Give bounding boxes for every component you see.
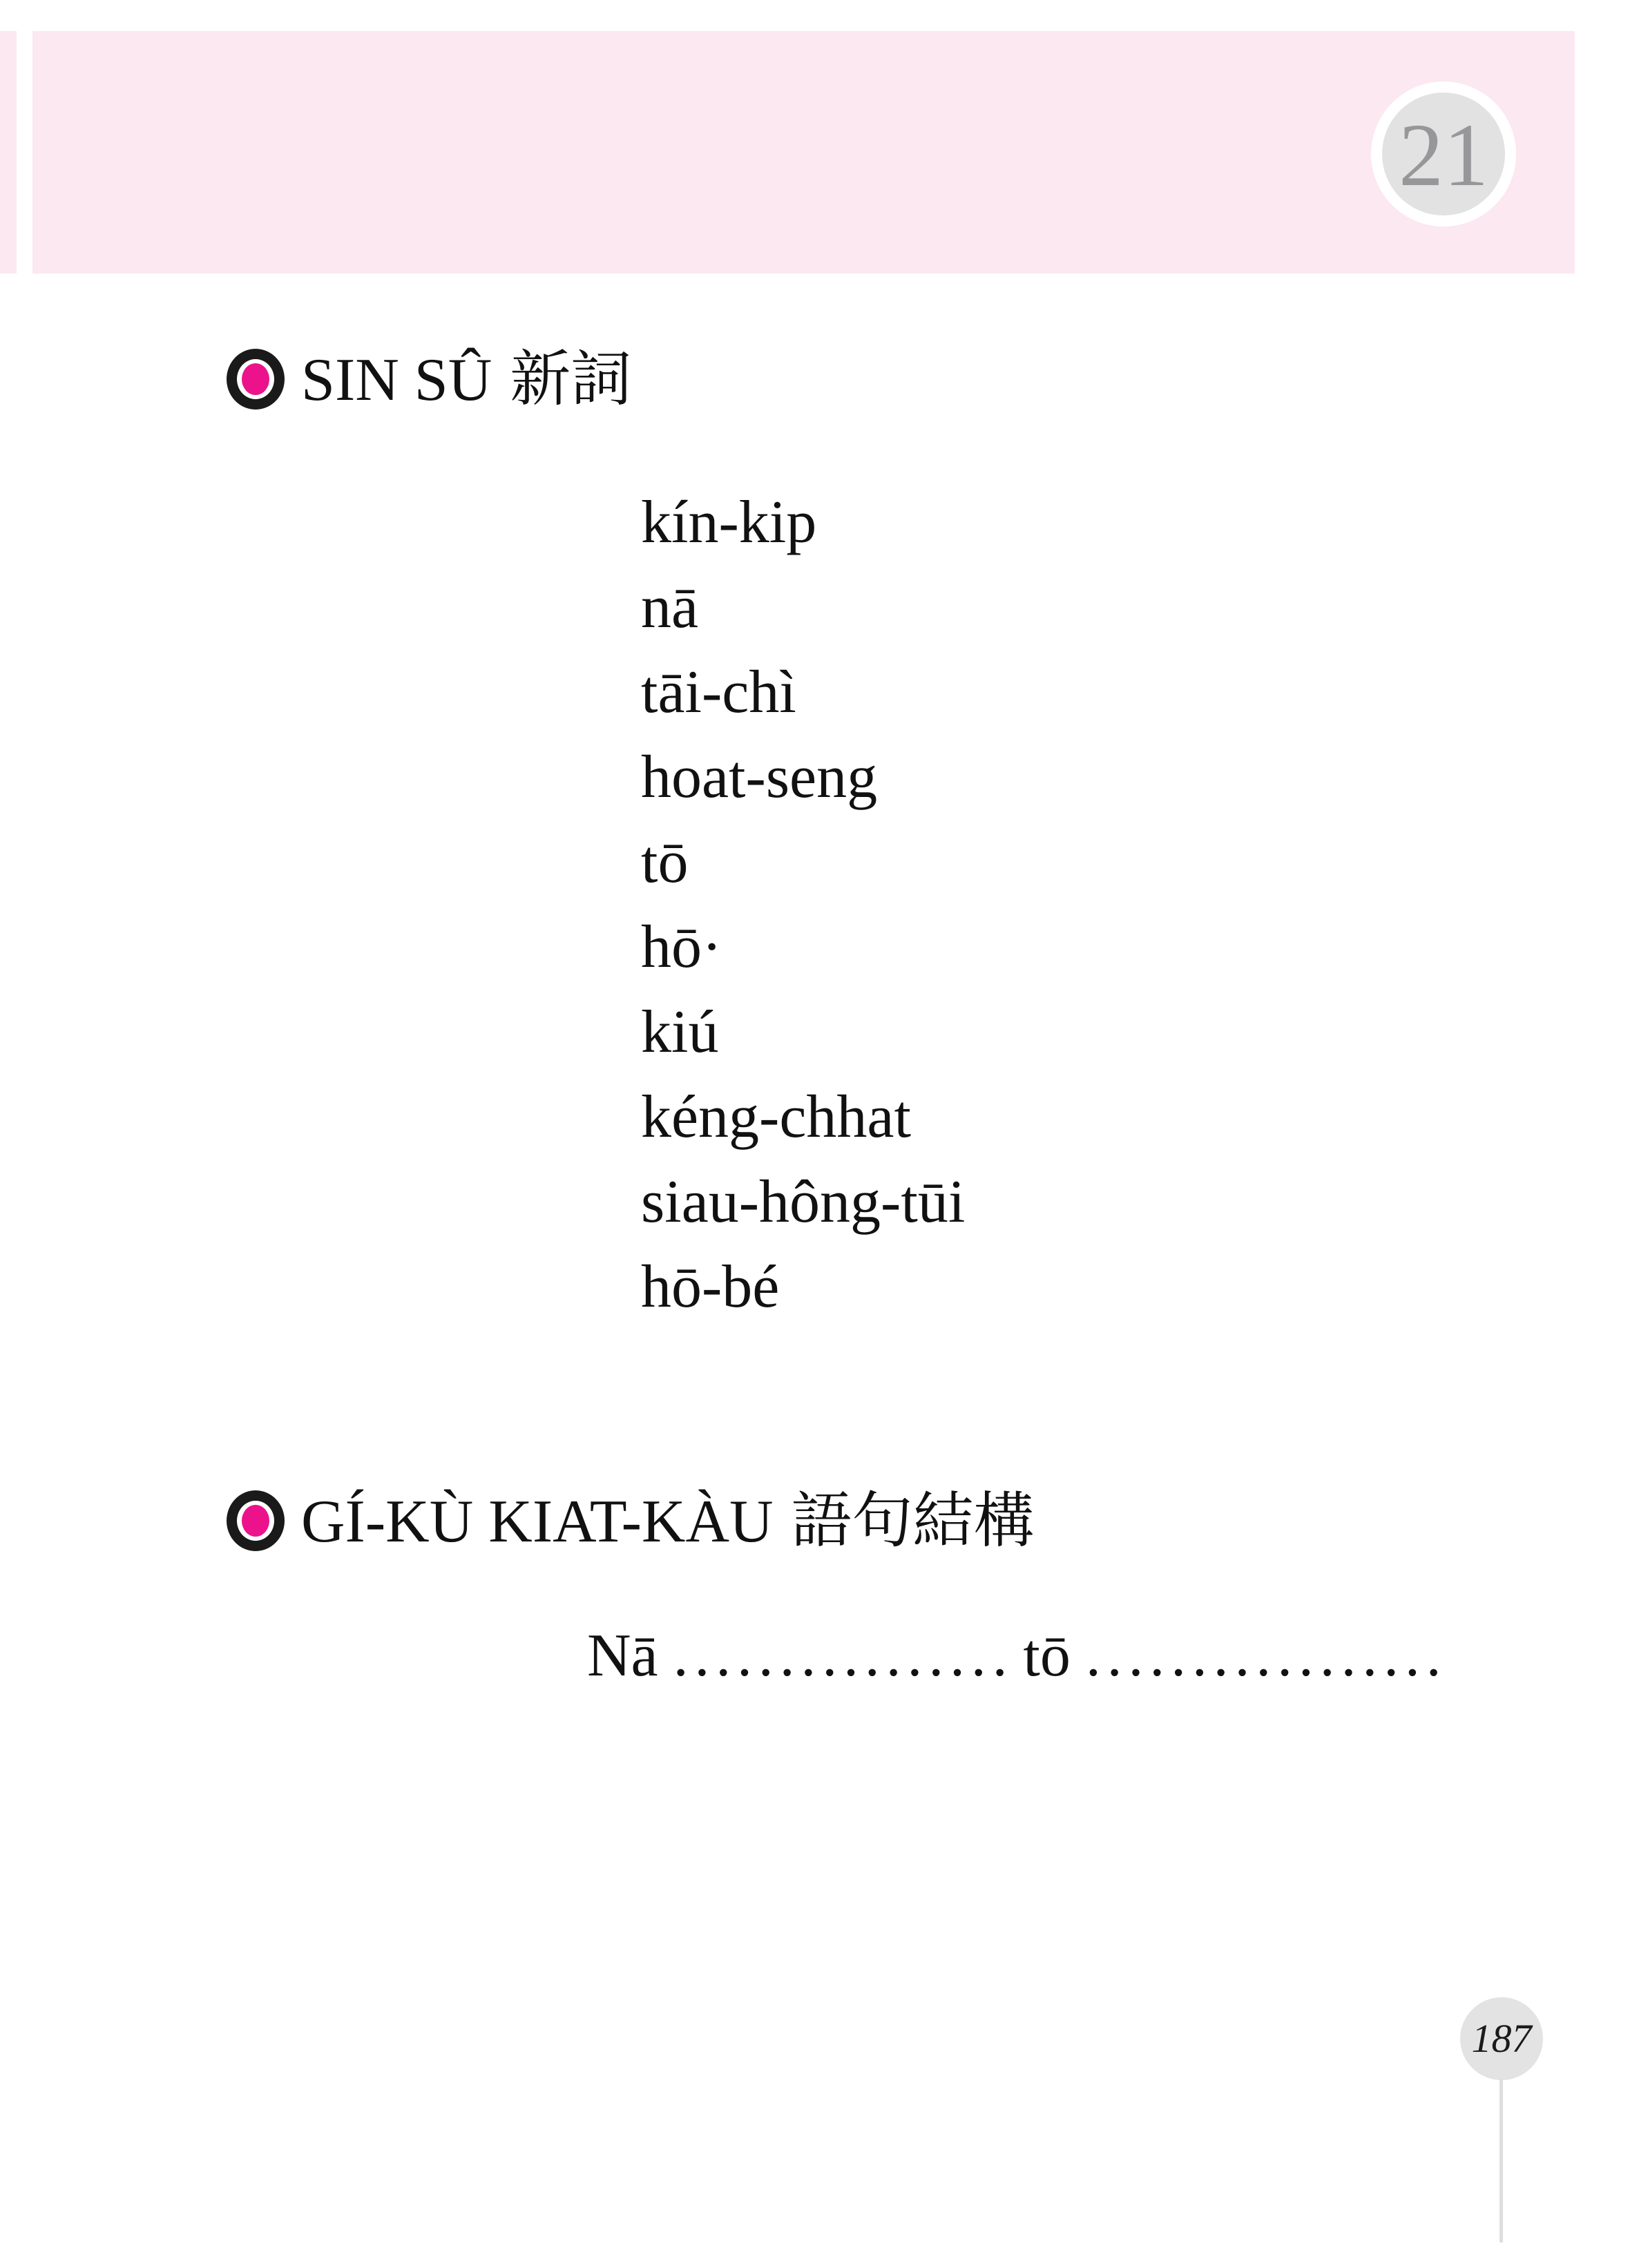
- chapter-number: 21: [1399, 106, 1488, 205]
- fill-in-dots: .................: [1085, 1622, 1448, 1689]
- vocab-word: hō-bé: [641, 1253, 780, 1320]
- left-margin-band: [0, 31, 17, 273]
- pattern-word-to: tō: [1023, 1622, 1071, 1689]
- vocab-word: hō·: [641, 914, 722, 981]
- section-heading-gi-ku: [227, 1490, 1035, 1553]
- chapter-number-badge: [1371, 81, 1516, 227]
- vocab-word: tāi-chì: [641, 659, 796, 726]
- vocabulary-list: [641, 480, 965, 1329]
- chapter-number-circle: [1382, 93, 1505, 215]
- section-title-cjk: 新詞: [510, 347, 632, 414]
- target-bullet-icon: [227, 349, 285, 410]
- section-title-latin: GÍ-KÙ KIAT-KÀU: [301, 1488, 774, 1555]
- page-number: 187: [1471, 2016, 1532, 2061]
- bullet-core-dot: [242, 363, 269, 395]
- page-number-stem-line: [1500, 2079, 1503, 2242]
- vocab-word: kín-kip: [641, 489, 817, 556]
- vocab-word: siau-hông-tūi: [641, 1169, 966, 1236]
- section-title: [301, 347, 632, 414]
- vocab-word: tō: [641, 829, 689, 896]
- vocab-word: nā: [641, 574, 699, 641]
- header-band: [32, 31, 1575, 273]
- section-title-cjk: 語句結構: [791, 1488, 1035, 1555]
- fill-in-dots: ................: [673, 1622, 1014, 1689]
- sentence-pattern-line: [587, 1622, 1457, 1689]
- target-bullet-icon: [227, 1490, 285, 1551]
- section-title-latin: SIN SÛ: [301, 347, 492, 414]
- bullet-core-dot: [242, 1505, 269, 1537]
- vocab-word: hoat-seng: [641, 744, 878, 811]
- page-number-badge: [1460, 1997, 1543, 2080]
- pattern-word-na: Nā: [587, 1622, 658, 1689]
- vocab-word: kiú: [641, 999, 719, 1066]
- vocab-word: kéng-chhat: [641, 1084, 911, 1151]
- section-heading-sin-su: [227, 347, 632, 414]
- section-title: [301, 1490, 1035, 1553]
